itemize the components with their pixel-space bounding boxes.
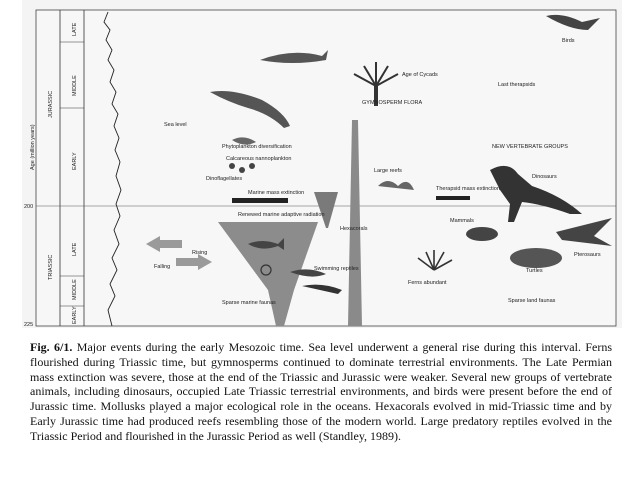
label-sea-level: Sea level (164, 122, 187, 128)
caption-text: Major events during the early Mesozoic time. Sea level underwent a general rise during this interval. Ferns flourished during Triassic time, but gymnosperms continued to dominate terrestrial environments. The Late Permian mass extinction was severe, those at the end of the Triassic and Jurassic were weaker. Several new groups of vertebrate animals, including dinosaurs, occupied Late Triassic terrestrial environments, and birds were present before the end of Jurassic time. Mollusks played a major ecological role in the oceans. Hexacorals evolved in mid-Triassic time and by Early Jurassic time had produced reefs resembling those of the modern world. Large predatory reptiles evolved in the Triassic Period and flourished in the Jurassic Period as well (Standley, 1989). (30, 340, 613, 443)
age-tick-200: 200 (24, 204, 34, 210)
label-phytoplankton: Phytoplankton diversification (222, 144, 292, 150)
figure-caption (30, 340, 612, 444)
epoch-late-triassic-label: LATE (72, 242, 78, 256)
label-mammals: Mammals (450, 218, 474, 224)
label-sparse-land-faunas: Sparse land faunas (508, 298, 556, 304)
caption-figure-label: Fig. 6/1. (30, 340, 73, 354)
label-last-therapsids: Last therapsids (498, 82, 536, 88)
label-age-of-cycads: Age of Cycads (402, 72, 438, 78)
epoch-middle-triassic-label: MIDDLE (72, 279, 78, 300)
label-dinosaurs: Dinosaurs (532, 174, 557, 180)
turtle-icon (510, 248, 562, 268)
label-pterosaurs: Pterosaurs (574, 252, 601, 258)
period-jurassic-label: JURASSIC (48, 90, 54, 118)
label-gymnosperm-flora: GYMNOSPERM FLORA (362, 100, 423, 106)
label-sparse-marine-faunas: Sparse marine faunas (222, 300, 276, 306)
period-triassic-label: TRIASSIC (48, 254, 54, 280)
epoch-middle-jurassic-label: MIDDLE (72, 75, 78, 96)
label-dinoflagellates: Dinoflagellates (206, 176, 243, 182)
therapsid-extinction-bar (436, 196, 470, 200)
label-rising: Rising (192, 250, 208, 256)
mammal-icon (466, 227, 498, 241)
label-ferns-abundant: Ferns abundant (408, 280, 447, 286)
age-tick-225: 225 (24, 322, 34, 328)
epoch-early-jurassic-label: EARLY (72, 152, 78, 170)
label-swimming-reptiles: Swimming reptiles (314, 266, 359, 272)
age-axis-label: Age (million years) (30, 124, 36, 170)
label-therapsid-mass-extinction: Therapsid mass extinction (436, 186, 500, 192)
label-new-vertebrate-groups: NEW VERTEBRATE GROUPS (492, 144, 568, 150)
timeline-figure (22, 0, 622, 328)
label-marine-mass-extinction: Marine mass extinction (248, 190, 305, 196)
label-falling: Falling (154, 264, 171, 270)
label-turtles: Turtles (526, 268, 543, 274)
marine-extinction-bar (232, 198, 288, 203)
label-large-reefs: Large reefs (374, 168, 402, 174)
label-hexacorals: Hexacorals (340, 226, 368, 232)
figure-panel (22, 0, 622, 328)
label-birds: Birds (562, 38, 575, 44)
label-renewed-marine-adaptive-radiation: Renewed marine adaptive radiation (238, 212, 325, 218)
epoch-late-jurassic-label: LATE (72, 22, 78, 36)
epoch-early-triassic-label: EARLY (72, 306, 78, 324)
label-calcareous-nannoplankton: Calcareous nannoplankton (226, 156, 292, 162)
